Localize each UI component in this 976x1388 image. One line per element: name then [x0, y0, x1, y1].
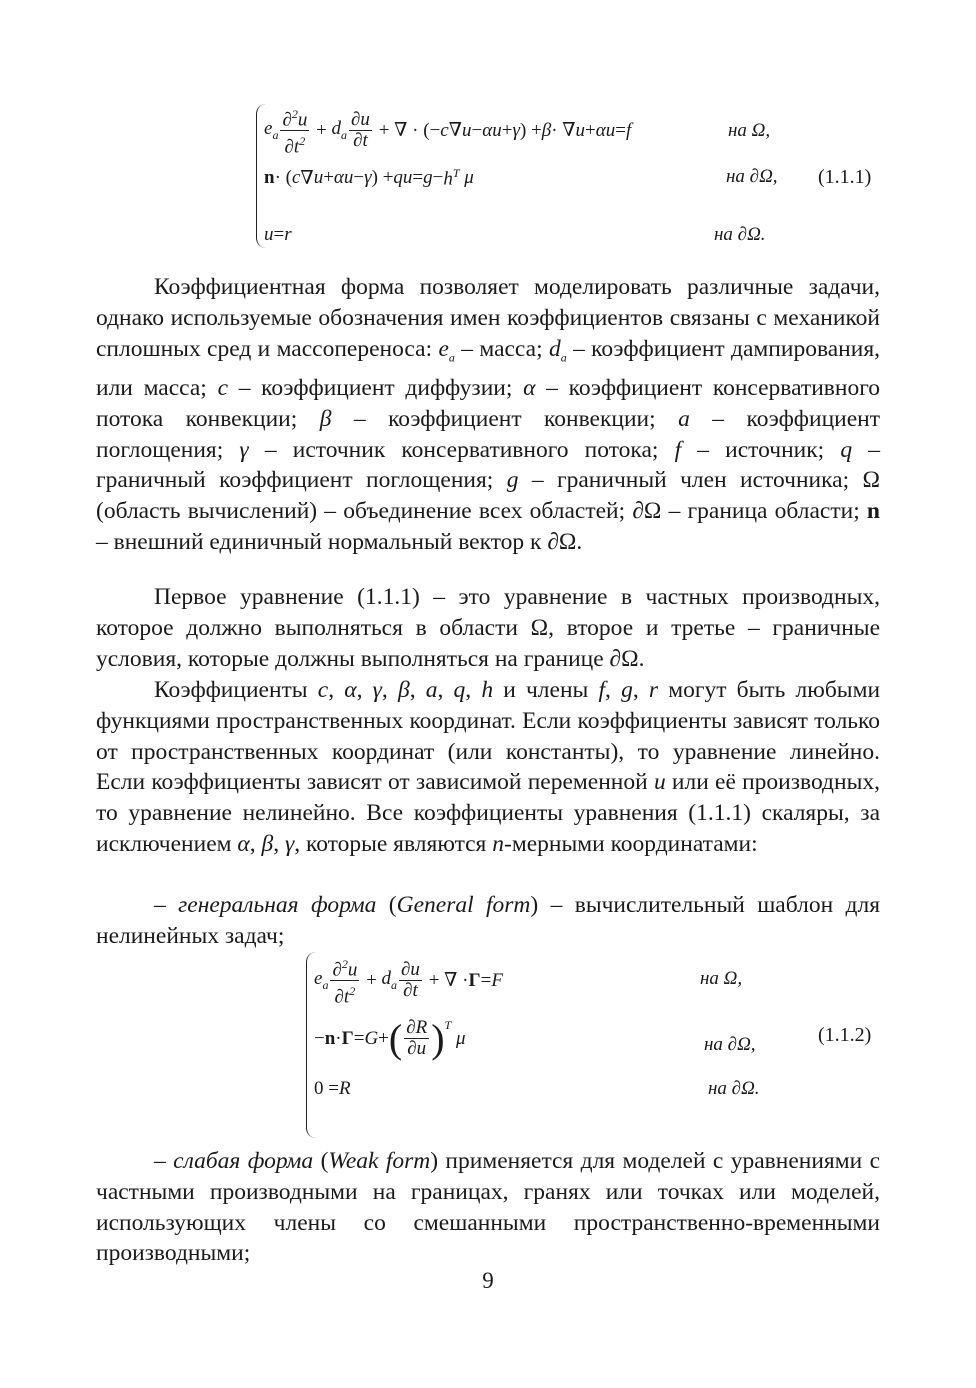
document-page [96, 0, 880, 1388]
equation-line-1: $e_a$ $\frac{\partial^2u}{\partial t^2}$ + $d_a$ $\frac{\partial u}{\partial t}$ + ∇ · Γ = F [314, 954, 503, 1008]
equation-line-2: − n · Γ = G + ( $\frac{\partial R}{\partial u}$ ) $^T$ μ [314, 1015, 466, 1061]
equation-line-2-region: на ∂Ω, [704, 1034, 756, 1055]
equation-1-1-2 [96, 948, 880, 1143]
equation-line-2-region: на ∂Ω, [726, 166, 778, 187]
paragraph-coefficients: Коэффициенты c, α, γ, β, a, q, h и члены f, g, r могут быть любыми функциями пространственных координат. Если коэффициенты зависят только от пространственных координат (или константы), то уравнение линейно. Если коэффициенты зависят от зависимой переменной u или её производных, то уравнение нелинейно. Все коэффициенты уравнения (1.1.1) скаляры, за исключением α, β, γ, которые являются n-мерными координатами: [96, 677, 881, 857]
equation-line-2: n · ( c ∇ u + αu − γ ) + qu = g − $h^T$ μ [264, 166, 474, 190]
equation-line-3-region: на ∂Ω. [714, 224, 766, 245]
paragraph-weak-form: – слабая форма (Weak form) применяется для моделей с уравнениями с частными производными на границах, гранях или точках или моделей, использующих члены со смешанными пространственно-временными производными; [96, 1148, 880, 1267]
equation-line-3: u = r [264, 224, 292, 245]
equation-line-3: 0 = R [314, 1078, 351, 1099]
paragraph-first-equation: Первое уравнение (1.1.1) – это уравнение в частных производных, которое должно выполняться в области Ω, второе и третье – граничные условия, которые должны выполняться на границе ∂Ω. [96, 584, 880, 672]
paragraph-general-form: – генеральная форма (General form) – вычислительный шаблон для нелинейных задач; [96, 892, 881, 949]
equation-number: (1.1.1) [818, 166, 872, 188]
equation-line-1-region: на Ω, [700, 968, 743, 989]
paragraph-coefficient-form: Коэффициентная форма позволяет моделировать различные задачи, однако используемые обозначения имен коэффициентов связаны с механикой сплошных сред и массопереноса: $e_a$ – масса; $d_a$ – коэффициент дампирования, или масса; c – коэффициент диффузии; α – коэффициент консервативного потока конвекции; β – коэффициент конвекции; a – коэффициент поглощения; γ – источник консервативного потока; f – источник; q – граничный коэффициент поглощения; g – граничный член источника; Ω (область вычислений) – объединение всех областей; ∂Ω – граница области; n – внешний единичный нормальный вектор к ∂Ω. [96, 274, 881, 556]
equation-line-1-region: на Ω, [728, 120, 771, 141]
equation-1-1-1 [96, 96, 880, 256]
equation-line-1: $e_a$ $\frac{\partial^2u}{\partial t^2}$ + $d_a$ $\frac{\partial u}{\partial t}$ + ∇ · (− c ∇ u − αu + γ ) + β · ∇ u + αu = f [264, 104, 631, 158]
page-number: 9 [482, 1268, 494, 1293]
equation-line-3-region: на ∂Ω. [708, 1078, 760, 1099]
equation-number: (1.1.2) [818, 1024, 872, 1046]
